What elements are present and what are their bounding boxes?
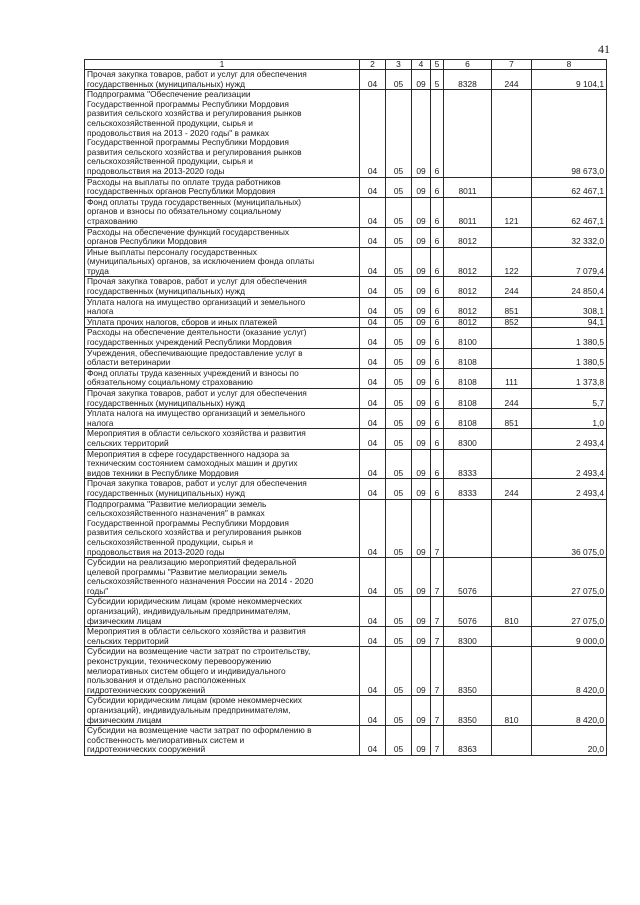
row-code-program: 09: [412, 317, 431, 328]
row-name: Субсидии юридическим лицам (кроме некоммерческих организаций), индивидуальным предпринимателям, физическим лицам: [85, 597, 360, 627]
column-header-5: 5: [431, 60, 444, 70]
row-code-subsection: 05: [386, 247, 412, 277]
table-row: [85, 197, 607, 227]
row-code-target: 8108: [444, 368, 492, 388]
row-code-section: 04: [360, 429, 386, 449]
row-name: Учреждения, обеспечивающие предоставление услуг в области ветеринарии: [85, 348, 360, 368]
row-code-section: 04: [360, 348, 386, 368]
row-name: Субсидии юридическим лицам (кроме некоммерческих организаций), индивидуальным предпринимателям, физическим лицам: [85, 696, 360, 726]
row-code-section: 04: [360, 627, 386, 647]
row-code-subprogram: 6: [431, 409, 444, 429]
row-code-target: 8011: [444, 177, 492, 197]
row-code-target: 8012: [444, 227, 492, 247]
row-code-program: 09: [412, 348, 431, 368]
row-code-subsection: 05: [386, 297, 412, 317]
row-code-section: 04: [360, 479, 386, 499]
row-code-section: 04: [360, 499, 386, 558]
row-name: Субсидии на возмещение части затрат по оформлению в собственность мелиоративных систем и гидротехнических сооружений: [85, 726, 360, 756]
row-code-expense-type: [492, 558, 532, 597]
row-code-subsection: 05: [386, 348, 412, 368]
row-code-program: 09: [412, 558, 431, 597]
row-amount: 8 420,0: [532, 647, 607, 696]
row-code-subprogram: 7: [431, 558, 444, 597]
row-code-target: 5076: [444, 558, 492, 597]
page-number: 41: [598, 42, 610, 56]
row-code-subprogram: 6: [431, 368, 444, 388]
row-code-subsection: 05: [386, 277, 412, 297]
row-code-program: 09: [412, 597, 431, 627]
column-number-row: [85, 60, 607, 70]
row-amount: 9 104,1: [532, 70, 607, 90]
row-code-program: 09: [412, 647, 431, 696]
row-code-subsection: 05: [386, 429, 412, 449]
row-code-subprogram: 6: [431, 389, 444, 409]
row-code-target: 8011: [444, 197, 492, 227]
row-code-section: 04: [360, 409, 386, 429]
row-code-target: 8333: [444, 449, 492, 479]
table-row: [85, 247, 607, 277]
row-code-subsection: 05: [386, 647, 412, 696]
row-code-target: [444, 499, 492, 558]
row-code-program: 09: [412, 90, 431, 177]
row-code-subprogram: 6: [431, 328, 444, 348]
row-code-subprogram: 7: [431, 696, 444, 726]
row-code-expense-type: 852: [492, 317, 532, 328]
table-row: [85, 90, 607, 177]
row-code-subprogram: 6: [431, 277, 444, 297]
table-row: [85, 449, 607, 479]
row-code-section: 04: [360, 328, 386, 348]
row-code-section: 04: [360, 558, 386, 597]
row-code-expense-type: 244: [492, 479, 532, 499]
row-code-subprogram: 6: [431, 177, 444, 197]
table-row: [85, 277, 607, 297]
row-code-subprogram: 7: [431, 726, 444, 756]
row-code-expense-type: [492, 429, 532, 449]
row-code-target: 8012: [444, 317, 492, 328]
row-code-subprogram: 6: [431, 90, 444, 177]
row-code-section: 04: [360, 389, 386, 409]
row-amount: 308,1: [532, 297, 607, 317]
row-code-subsection: 05: [386, 479, 412, 499]
row-code-subsection: 05: [386, 90, 412, 177]
row-code-section: 04: [360, 197, 386, 227]
row-code-target: 8350: [444, 647, 492, 696]
table-row: [85, 389, 607, 409]
row-name: Прочая закупка товаров, работ и услуг для обеспечения государственных (муниципальных) нужд: [85, 70, 360, 90]
row-name: Субсидии на возмещение части затрат по строительству, реконструкции, техническому перевооружению мелиоративных систем общего и индивидуального пользования и отдельно расположенных гидротехнических сооружений: [85, 647, 360, 696]
row-code-section: 04: [360, 368, 386, 388]
column-header-7: 7: [492, 60, 532, 70]
row-amount: 2 493,4: [532, 449, 607, 479]
row-code-target: 8100: [444, 328, 492, 348]
row-name: Мероприятия в области сельского хозяйства и развития сельских территорий: [85, 627, 360, 647]
row-name: Подпрограмма "Развитие мелиорации земель сельскохозяйственного назначения" в рамках Государственной программы Республики Мордовия развития сельского хозяйства и регулирования рынков сельскохозяйственной продукции, сырья и продовольствия на 2013-2020 годы: [85, 499, 360, 558]
row-code-program: 09: [412, 389, 431, 409]
row-code-expense-type: 244: [492, 389, 532, 409]
row-code-target: 8012: [444, 247, 492, 277]
row-name: Расходы на выплаты по оплате труда работников государственных органов Республики Мордовия: [85, 177, 360, 197]
row-code-subprogram: 6: [431, 247, 444, 277]
table-header: [85, 60, 607, 70]
column-header-2: 2: [360, 60, 386, 70]
row-code-section: 04: [360, 597, 386, 627]
row-amount: 1 380,5: [532, 348, 607, 368]
row-code-program: 09: [412, 696, 431, 726]
row-code-program: 09: [412, 409, 431, 429]
row-code-subsection: 05: [386, 328, 412, 348]
row-code-target: 8012: [444, 297, 492, 317]
row-code-subsection: 05: [386, 177, 412, 197]
row-code-expense-type: [492, 726, 532, 756]
row-amount: 24 850,4: [532, 277, 607, 297]
table-row: [85, 627, 607, 647]
row-code-subsection: 05: [386, 597, 412, 627]
row-amount: 2 493,4: [532, 479, 607, 499]
row-code-program: 09: [412, 368, 431, 388]
row-name: Расходы на обеспечение функций государственных органов Республики Мордовия: [85, 227, 360, 247]
row-name: Уплата прочих налогов, сборов и иных платежей: [85, 317, 360, 328]
row-code-subprogram: 7: [431, 597, 444, 627]
row-code-section: 04: [360, 647, 386, 696]
row-code-subprogram: 6: [431, 449, 444, 479]
row-code-section: 04: [360, 297, 386, 317]
row-code-expense-type: 810: [492, 696, 532, 726]
row-code-program: 09: [412, 726, 431, 756]
row-code-section: 04: [360, 726, 386, 756]
row-code-expense-type: 244: [492, 277, 532, 297]
column-header-1: 1: [85, 60, 360, 70]
row-code-expense-type: [492, 90, 532, 177]
column-header-3: 3: [386, 60, 412, 70]
column-header-8: 8: [532, 60, 607, 70]
table-row: [85, 317, 607, 328]
row-code-target: 8333: [444, 479, 492, 499]
table-row: [85, 227, 607, 247]
row-code-program: 09: [412, 297, 431, 317]
row-code-section: 04: [360, 317, 386, 328]
row-code-subsection: 05: [386, 389, 412, 409]
table-row: [85, 558, 607, 597]
row-code-subprogram: 6: [431, 429, 444, 449]
row-code-target: 8363: [444, 726, 492, 756]
table-row: [85, 479, 607, 499]
row-code-subprogram: 6: [431, 197, 444, 227]
row-code-program: 09: [412, 177, 431, 197]
row-amount: 32 332,0: [532, 227, 607, 247]
row-name: Мероприятия в сфере государственного надзора за техническим состоянием самоходных машин и других видов техники в Республике Мордовия: [85, 449, 360, 479]
row-code-subsection: 05: [386, 70, 412, 90]
row-amount: 8 420,0: [532, 696, 607, 726]
row-code-subsection: 05: [386, 627, 412, 647]
row-code-expense-type: 111: [492, 368, 532, 388]
row-code-target: 5076: [444, 597, 492, 627]
row-code-expense-type: 851: [492, 297, 532, 317]
row-amount: 62 467,1: [532, 197, 607, 227]
row-amount: 7 079,4: [532, 247, 607, 277]
table-row: [85, 597, 607, 627]
table-row: [85, 70, 607, 90]
row-code-expense-type: [492, 177, 532, 197]
row-amount: 5,7: [532, 389, 607, 409]
row-code-target: 8012: [444, 277, 492, 297]
row-code-subprogram: 5: [431, 70, 444, 90]
row-code-program: 09: [412, 429, 431, 449]
row-code-subprogram: 7: [431, 647, 444, 696]
row-code-subsection: 05: [386, 558, 412, 597]
row-name: Прочая закупка товаров, работ и услуг для обеспечения государственных (муниципальных) нужд: [85, 389, 360, 409]
row-amount: 36 075,0: [532, 499, 607, 558]
row-code-expense-type: [492, 449, 532, 479]
row-amount: 1 380,5: [532, 328, 607, 348]
row-code-expense-type: [492, 348, 532, 368]
row-code-subsection: 05: [386, 368, 412, 388]
row-amount: 27 075,0: [532, 597, 607, 627]
row-code-subprogram: 6: [431, 227, 444, 247]
table-row: [85, 726, 607, 756]
row-amount: 1,0: [532, 409, 607, 429]
row-code-section: 04: [360, 177, 386, 197]
row-code-expense-type: 810: [492, 597, 532, 627]
row-code-subsection: 05: [386, 449, 412, 479]
row-name: Мероприятия в области сельского хозяйства и развития сельских территорий: [85, 429, 360, 449]
row-name: Уплата налога на имущество организаций и земельного налога: [85, 297, 360, 317]
row-code-expense-type: 122: [492, 247, 532, 277]
row-code-section: 04: [360, 90, 386, 177]
table-row: [85, 696, 607, 726]
table-row: [85, 328, 607, 348]
row-code-target: 8328: [444, 70, 492, 90]
row-code-expense-type: [492, 499, 532, 558]
row-amount: 62 467,1: [532, 177, 607, 197]
row-code-program: 09: [412, 499, 431, 558]
row-code-expense-type: 851: [492, 409, 532, 429]
row-code-program: 09: [412, 227, 431, 247]
row-amount: 20,0: [532, 726, 607, 756]
row-name: Фонд оплаты труда государственных (муниципальных) органов и взносы по обязательному социальному страхованию: [85, 197, 360, 227]
row-amount: 2 493,4: [532, 429, 607, 449]
table-row: [85, 429, 607, 449]
row-code-section: 04: [360, 449, 386, 479]
row-code-subprogram: 6: [431, 479, 444, 499]
row-code-target: 8300: [444, 627, 492, 647]
row-code-section: 04: [360, 247, 386, 277]
row-name: Уплата налога на имущество организаций и земельного налога: [85, 409, 360, 429]
row-code-subprogram: 6: [431, 348, 444, 368]
row-code-subsection: 05: [386, 409, 412, 429]
row-amount: 94,1: [532, 317, 607, 328]
row-amount: 1 373,8: [532, 368, 607, 388]
row-code-expense-type: [492, 328, 532, 348]
row-name: Фонд оплаты труда казенных учреждений и взносы по обязательному социальному страхованию: [85, 368, 360, 388]
row-code-target: 8108: [444, 389, 492, 409]
row-amount: 9 000,0: [532, 627, 607, 647]
row-code-subsection: 05: [386, 726, 412, 756]
row-code-section: 04: [360, 696, 386, 726]
row-name: Иные выплаты персоналу государственных (муниципальных) органов, за исключением фонда оплаты труда: [85, 247, 360, 277]
row-code-program: 09: [412, 197, 431, 227]
row-name: Подпрограмма "Обеспечение реализации Государственной программы Республики Мордовия развития сельского хозяйства и регулирования рынков сельскохозяйственной продукции, сырья и продовольствия на 2013 - 2020 годы" в рамках Государственной программы Республики Мордовия развития сельского хозяйства и регулирования рынков сельскохозяйственной продукции, сырья и продовольствия на 2013-2020 годы: [85, 90, 360, 177]
row-code-expense-type: [492, 227, 532, 247]
table-row: [85, 499, 607, 558]
row-code-section: 04: [360, 277, 386, 297]
row-name: Прочая закупка товаров, работ и услуг для обеспечения государственных (муниципальных) нужд: [85, 479, 360, 499]
column-header-6: 6: [444, 60, 492, 70]
row-code-subsection: 05: [386, 197, 412, 227]
row-code-subsection: 05: [386, 499, 412, 558]
column-header-4: 4: [412, 60, 431, 70]
row-code-program: 09: [412, 328, 431, 348]
row-code-program: 09: [412, 479, 431, 499]
row-code-program: 09: [412, 247, 431, 277]
row-amount: 98 673,0: [532, 90, 607, 177]
row-code-target: 8108: [444, 348, 492, 368]
table-row: [85, 368, 607, 388]
row-code-section: 04: [360, 227, 386, 247]
table-body: [85, 70, 607, 756]
row-code-program: 09: [412, 70, 431, 90]
row-code-expense-type: [492, 647, 532, 696]
row-code-subprogram: 7: [431, 499, 444, 558]
budget-table: [84, 59, 607, 756]
row-code-subsection: 05: [386, 696, 412, 726]
table-row: [85, 177, 607, 197]
row-code-section: 04: [360, 70, 386, 90]
row-code-program: 09: [412, 277, 431, 297]
table-row: [85, 409, 607, 429]
row-code-target: 8350: [444, 696, 492, 726]
row-code-subprogram: 6: [431, 317, 444, 328]
row-code-expense-type: 244: [492, 70, 532, 90]
row-code-subsection: 05: [386, 317, 412, 328]
row-code-expense-type: [492, 627, 532, 647]
row-code-subsection: 05: [386, 227, 412, 247]
table-row: [85, 647, 607, 696]
row-code-target: 8300: [444, 429, 492, 449]
row-code-subprogram: 7: [431, 627, 444, 647]
row-code-program: 09: [412, 449, 431, 479]
row-code-target: [444, 90, 492, 177]
table-row: [85, 297, 607, 317]
row-code-subprogram: 6: [431, 297, 444, 317]
row-code-program: 09: [412, 627, 431, 647]
row-name: Прочая закупка товаров, работ и услуг для обеспечения государственных (муниципальных) нужд: [85, 277, 360, 297]
row-code-target: 8108: [444, 409, 492, 429]
row-amount: 27 075,0: [532, 558, 607, 597]
row-name: Субсидии на реализацию мероприятий федеральной целевой программы "Развитие мелиорации земель сельскохозяйственного назначения России на 2014 - 2020 годы": [85, 558, 360, 597]
table-row: [85, 348, 607, 368]
row-name: Расходы на обеспечение деятельности (оказание услуг) государственных учреждений Республики Мордовия: [85, 328, 360, 348]
row-code-expense-type: 121: [492, 197, 532, 227]
